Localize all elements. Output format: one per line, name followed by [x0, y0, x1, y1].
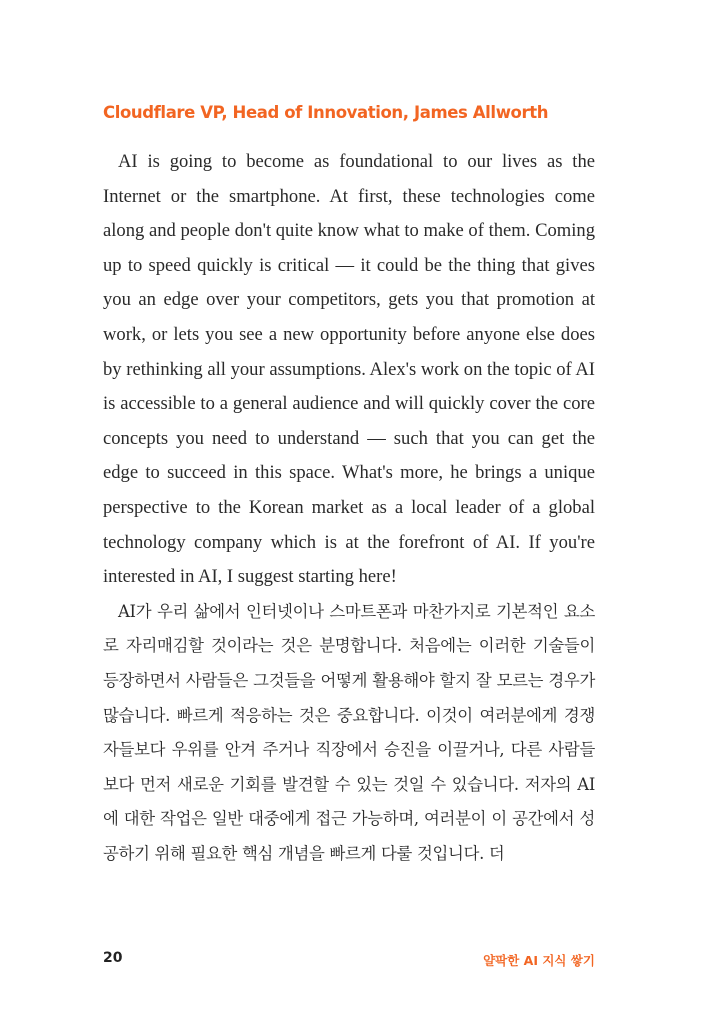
page-body — [103, 145, 595, 871]
running-footer-title: 얄팍한 AI 지식 쌓기 — [483, 953, 595, 968]
paragraph-english: AI is going to become as foundational to our lives as the Internet or the smartphone. At first, these technologies come along and people don't quite know what to make of them. Coming up to speed quickly is critical — it could be the thing that gives you an edge over your competitors, gets you that promotion at work, or lets you see a new opportunity before anyone else does by rethinking all your assumptions. Alex's work on the topic of AI is accessible to a general audience and will quickly cover the core concepts you need to understand — such that you can get the edge to succeed in this space. What's more, he brings a unique perspective to the Korean market as a local leader of a global technology company which is at the forefront of AI. If you're interested in AI, I suggest starting here! — [103, 151, 595, 588]
section-heading: Cloudflare VP, Head of Innovation, James Allworth — [103, 103, 549, 122]
paragraph-korean: AI가 우리 삶에서 인터넷이나 스마트폰과 마찬가지로 기본적인 요소로 자리매김할 것이라는 것은 분명합니다. 처음에는 이러한 기술들이 등장하면서 사람들은 그것들을 어떻게 활용해야 할지 잘 모르는 경우가 많습니다. 빠르게 적응하는 것은 중요합니다. 이것이 여러분에게 경쟁자들보다 우위를 안겨 주거나 직장에서 승진을 이끌거나, 다른 사람들보다 먼저 새로운 기회를 발견할 수 있는 것일 수 있습니다. 저자의 AI에 대한 작업은 일반 대중에게 접근 가능하며, 여러분이 이 공간에서 성공하기 위해 필요한 핵심 개념을 빠르게 다룰 것입니다. 더 — [103, 601, 595, 863]
page-number: 20 — [103, 950, 123, 966]
